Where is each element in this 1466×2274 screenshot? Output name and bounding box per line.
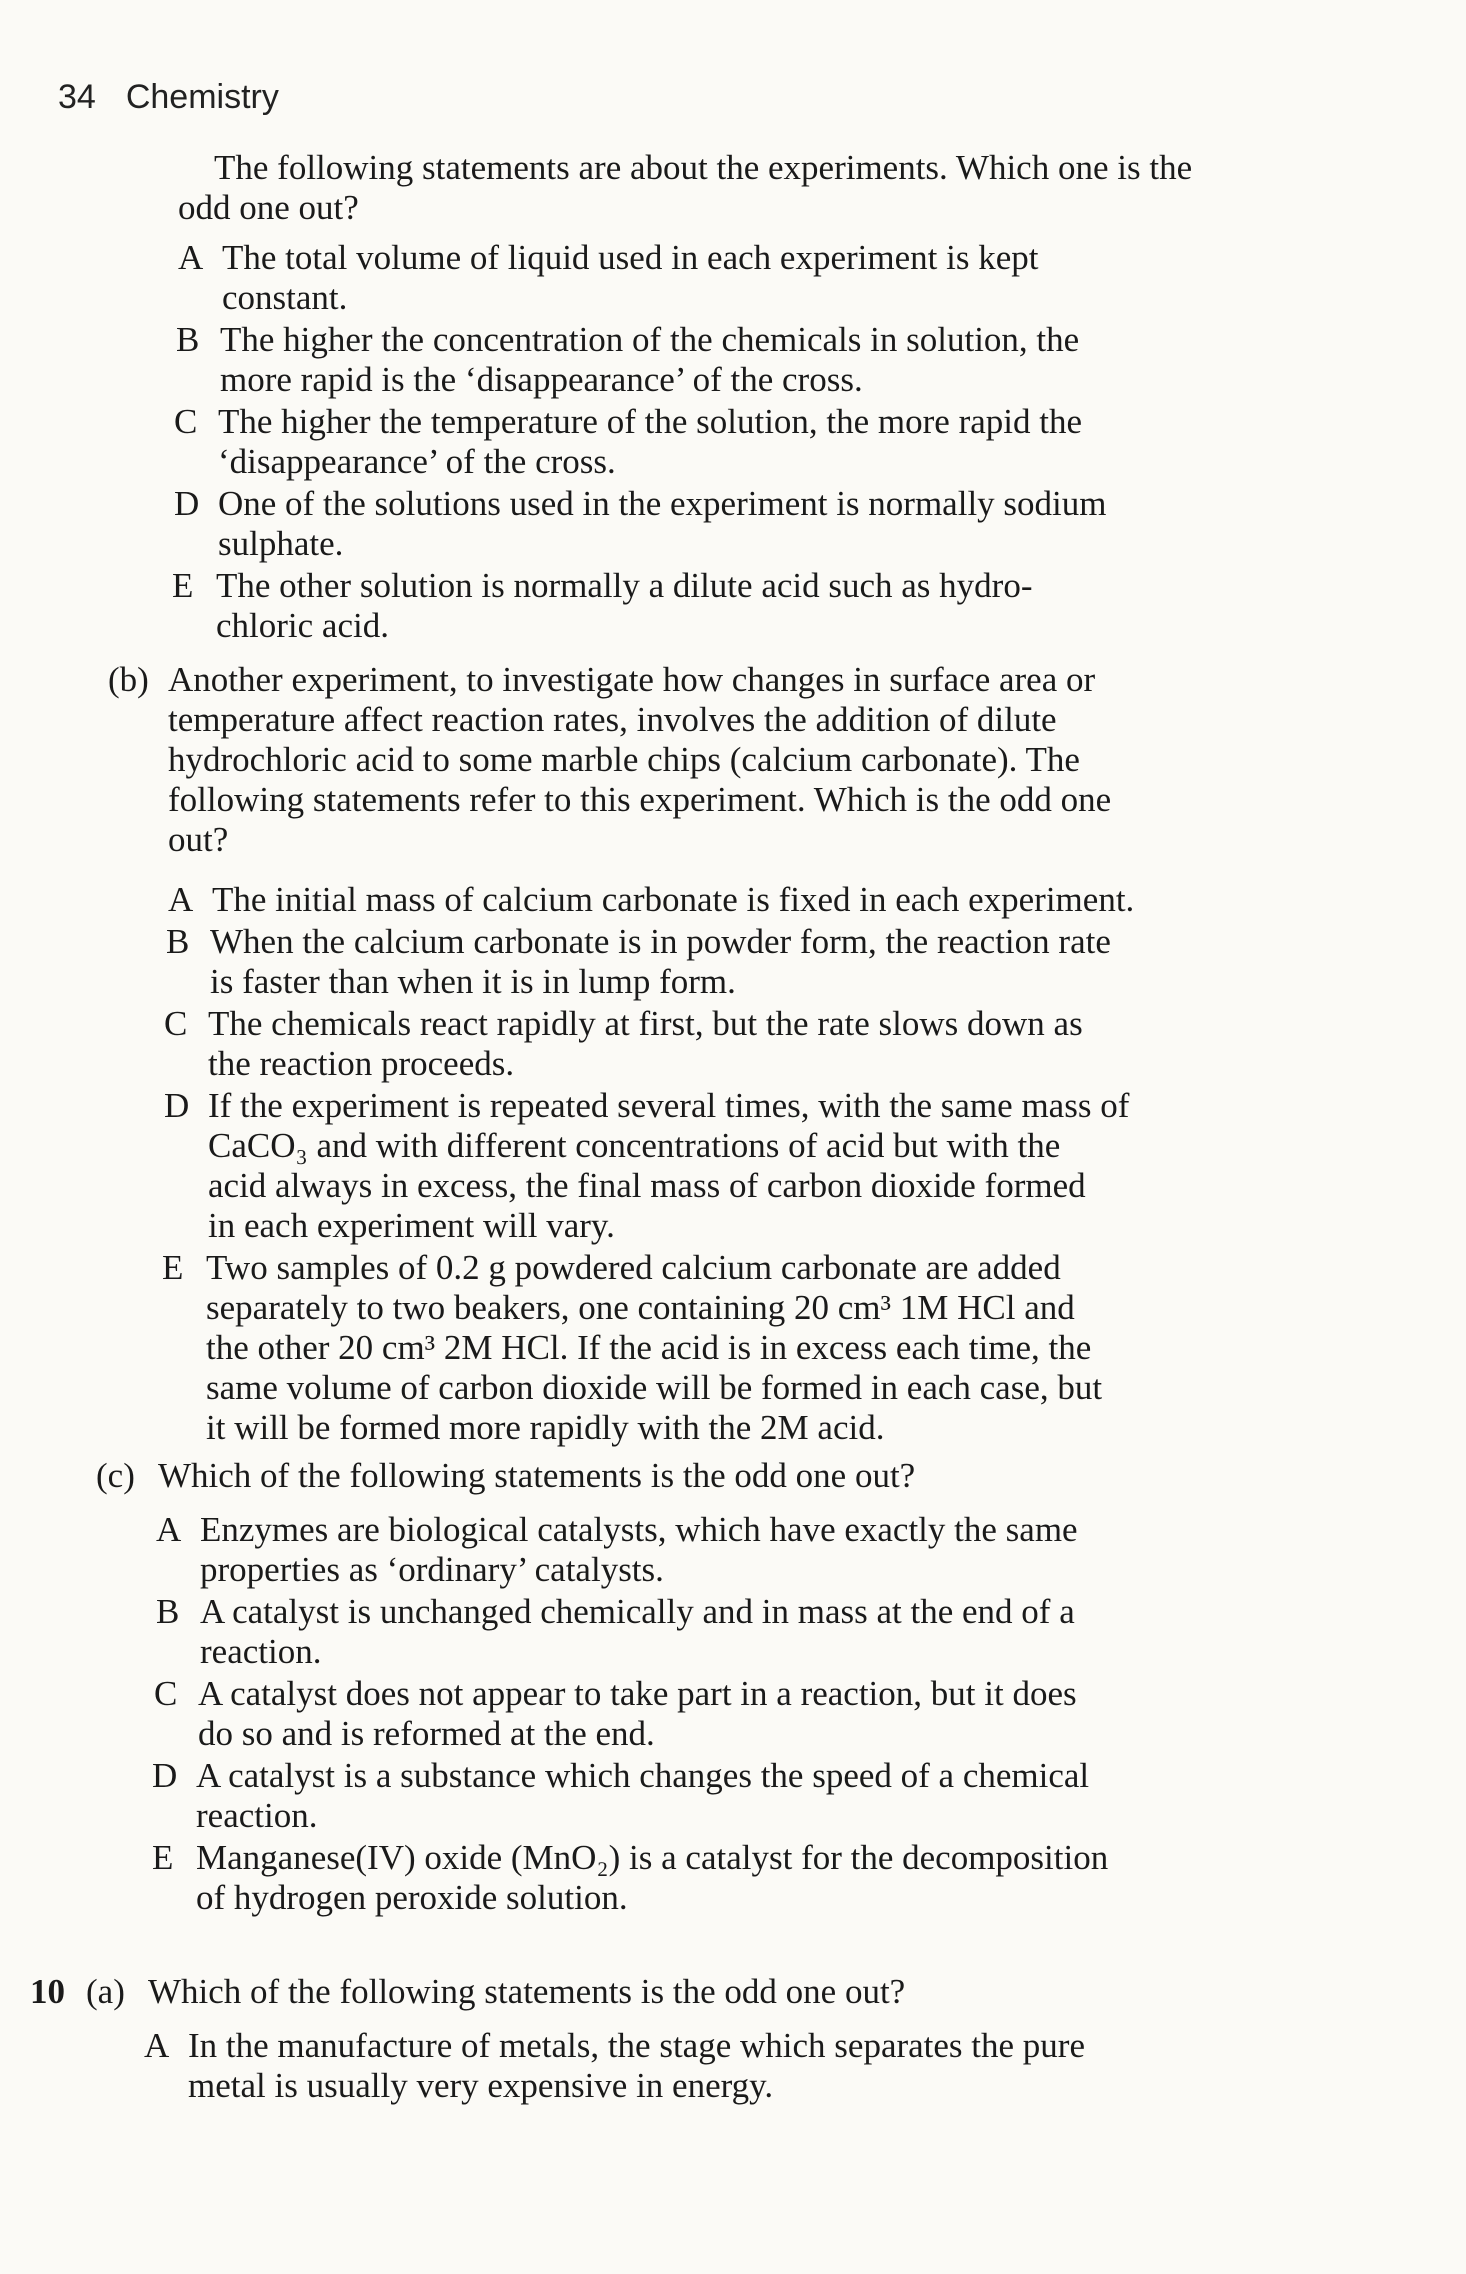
option-line: CaCO₃ and with different concentrations of acid but with the <box>208 1126 1061 1165</box>
option-text <box>218 484 1106 564</box>
option-text <box>196 1838 1108 1918</box>
option-line: separately to two beakers, one containing 20 cm³ 1M HCl and <box>206 1288 1075 1327</box>
option-line: reaction. <box>200 1632 322 1671</box>
option-letter: B <box>166 922 190 961</box>
option-line: more rapid is the ‘disappearance’ of the cross. <box>220 360 863 399</box>
option-text <box>222 238 1038 318</box>
option-line: it will be formed more rapidly with the 2M acid. <box>206 1408 885 1447</box>
option-text <box>198 1674 1077 1754</box>
option-letter: C <box>164 1004 188 1043</box>
option-letter: D <box>152 1756 178 1795</box>
section-title: Chemistry <box>125 78 279 116</box>
option-line: If the experiment is repeated several times, with the same mass of <box>208 1086 1130 1125</box>
option-text <box>206 1248 1102 1448</box>
option-text <box>196 1756 1089 1836</box>
option-line: same volume of carbon dioxide will be formed in each case, but <box>206 1368 1103 1407</box>
option-letter: A <box>168 880 194 919</box>
option-letter: E <box>162 1248 184 1287</box>
option-text <box>216 566 1032 646</box>
part-b-label: (b) <box>108 660 149 699</box>
part-c-label: (c) <box>96 1456 135 1495</box>
question-10-part-label: (a) <box>86 1972 125 2011</box>
option-line: do so and is reformed at the end. <box>198 1714 655 1753</box>
option-line: in each experiment will vary. <box>208 1206 615 1245</box>
part-a-intro <box>178 148 1248 228</box>
question-line: out? <box>168 820 229 859</box>
option-line: acid always in excess, the final mass of carbon dioxide formed <box>208 1166 1086 1205</box>
option-line: Enzymes are biological catalysts, which have exactly the same <box>200 1510 1078 1549</box>
option-line: When the calcium carbonate is in powder form, the reaction rate <box>210 922 1111 961</box>
option-line: Two samples of 0.2 g powdered calcium carbonate are added <box>206 1248 1061 1287</box>
option-line: The initial mass of calcium carbonate is fixed in each experiment. <box>212 880 1135 919</box>
question-10-text: Which of the following statements is the odd one out? <box>148 1972 906 2011</box>
option-letter: A <box>156 1510 182 1549</box>
option-letter: A <box>178 238 204 277</box>
option-line: chloric acid. <box>216 606 389 645</box>
option-line: The total volume of liquid used in each experiment is kept <box>222 238 1039 277</box>
option-text <box>188 2026 1085 2106</box>
option-line: The higher the temperature of the solution, the more rapid the <box>218 402 1083 441</box>
option-line: sulphate. <box>218 524 344 563</box>
option-line: The higher the concentration of the chemicals in solution, the <box>220 320 1080 359</box>
question-10-number: 10 <box>30 1972 65 2011</box>
option-letter: B <box>176 320 200 359</box>
question-line: following statements refer to this experiment. Which is the odd one <box>168 780 1112 819</box>
option-text <box>220 320 1079 400</box>
option-letter: D <box>164 1086 190 1125</box>
option-line: One of the solutions used in the experiment is normally sodium <box>218 484 1107 523</box>
option-text <box>208 1086 1129 1246</box>
option-letter: C <box>154 1674 178 1713</box>
part-c-question: Which of the following statements is the odd one out? <box>158 1456 916 1495</box>
part-a-intro-text: The following statements are about the experiments. Which one is the odd one out? <box>178 148 1193 227</box>
option-line: In the manufacture of metals, the stage which separates the pure <box>188 2026 1085 2065</box>
option-line: constant. <box>222 278 348 317</box>
option-letter: E <box>172 566 194 605</box>
page-number: 34 <box>58 78 96 116</box>
option-line: The other solution is normally a dilute acid such as hydro- <box>216 566 1033 605</box>
option-text <box>208 1004 1083 1084</box>
option-letter: E <box>152 1838 174 1877</box>
option-text <box>200 1592 1075 1672</box>
option-letter: D <box>174 484 200 523</box>
option-line: of hydrogen peroxide solution. <box>196 1878 628 1917</box>
option-line: A catalyst does not appear to take part in a reaction, but it does <box>198 1674 1077 1713</box>
option-line: The chemicals react rapidly at first, but the rate slows down as <box>208 1004 1083 1043</box>
option-letter: C <box>174 402 198 441</box>
option-line: A catalyst is a substance which changes the speed of a chemical <box>196 1756 1090 1795</box>
option-line: reaction. <box>196 1796 318 1835</box>
option-line: Manganese(IV) oxide (MnO₂) is a catalyst for the decomposition <box>196 1838 1109 1877</box>
option-text <box>212 880 1134 920</box>
option-letter: A <box>144 2026 170 2065</box>
option-line: metal is usually very expensive in energy. <box>188 2066 774 2105</box>
option-letter: B <box>156 1592 180 1631</box>
option-text <box>210 922 1111 1002</box>
option-line: ‘disappearance’ of the cross. <box>218 442 616 481</box>
option-text <box>200 1510 1078 1590</box>
part-b-question <box>168 660 1258 860</box>
option-line: properties as ‘ordinary’ catalysts. <box>200 1550 664 1589</box>
option-text <box>218 402 1082 482</box>
option-line: the other 20 cm³ 2M HCl. If the acid is in excess each time, the <box>206 1328 1092 1367</box>
running-head <box>58 78 279 117</box>
question-line: hydrochloric acid to some marble chips (calcium carbonate). The <box>168 740 1080 779</box>
question-line: Another experiment, to investigate how changes in surface area or <box>168 660 1096 699</box>
option-line: the reaction proceeds. <box>208 1044 515 1083</box>
option-line: A catalyst is unchanged chemically and in mass at the end of a <box>200 1592 1075 1631</box>
question-line: temperature affect reaction rates, involves the addition of dilute <box>168 700 1057 739</box>
option-line: is faster than when it is in lump form. <box>210 962 736 1001</box>
